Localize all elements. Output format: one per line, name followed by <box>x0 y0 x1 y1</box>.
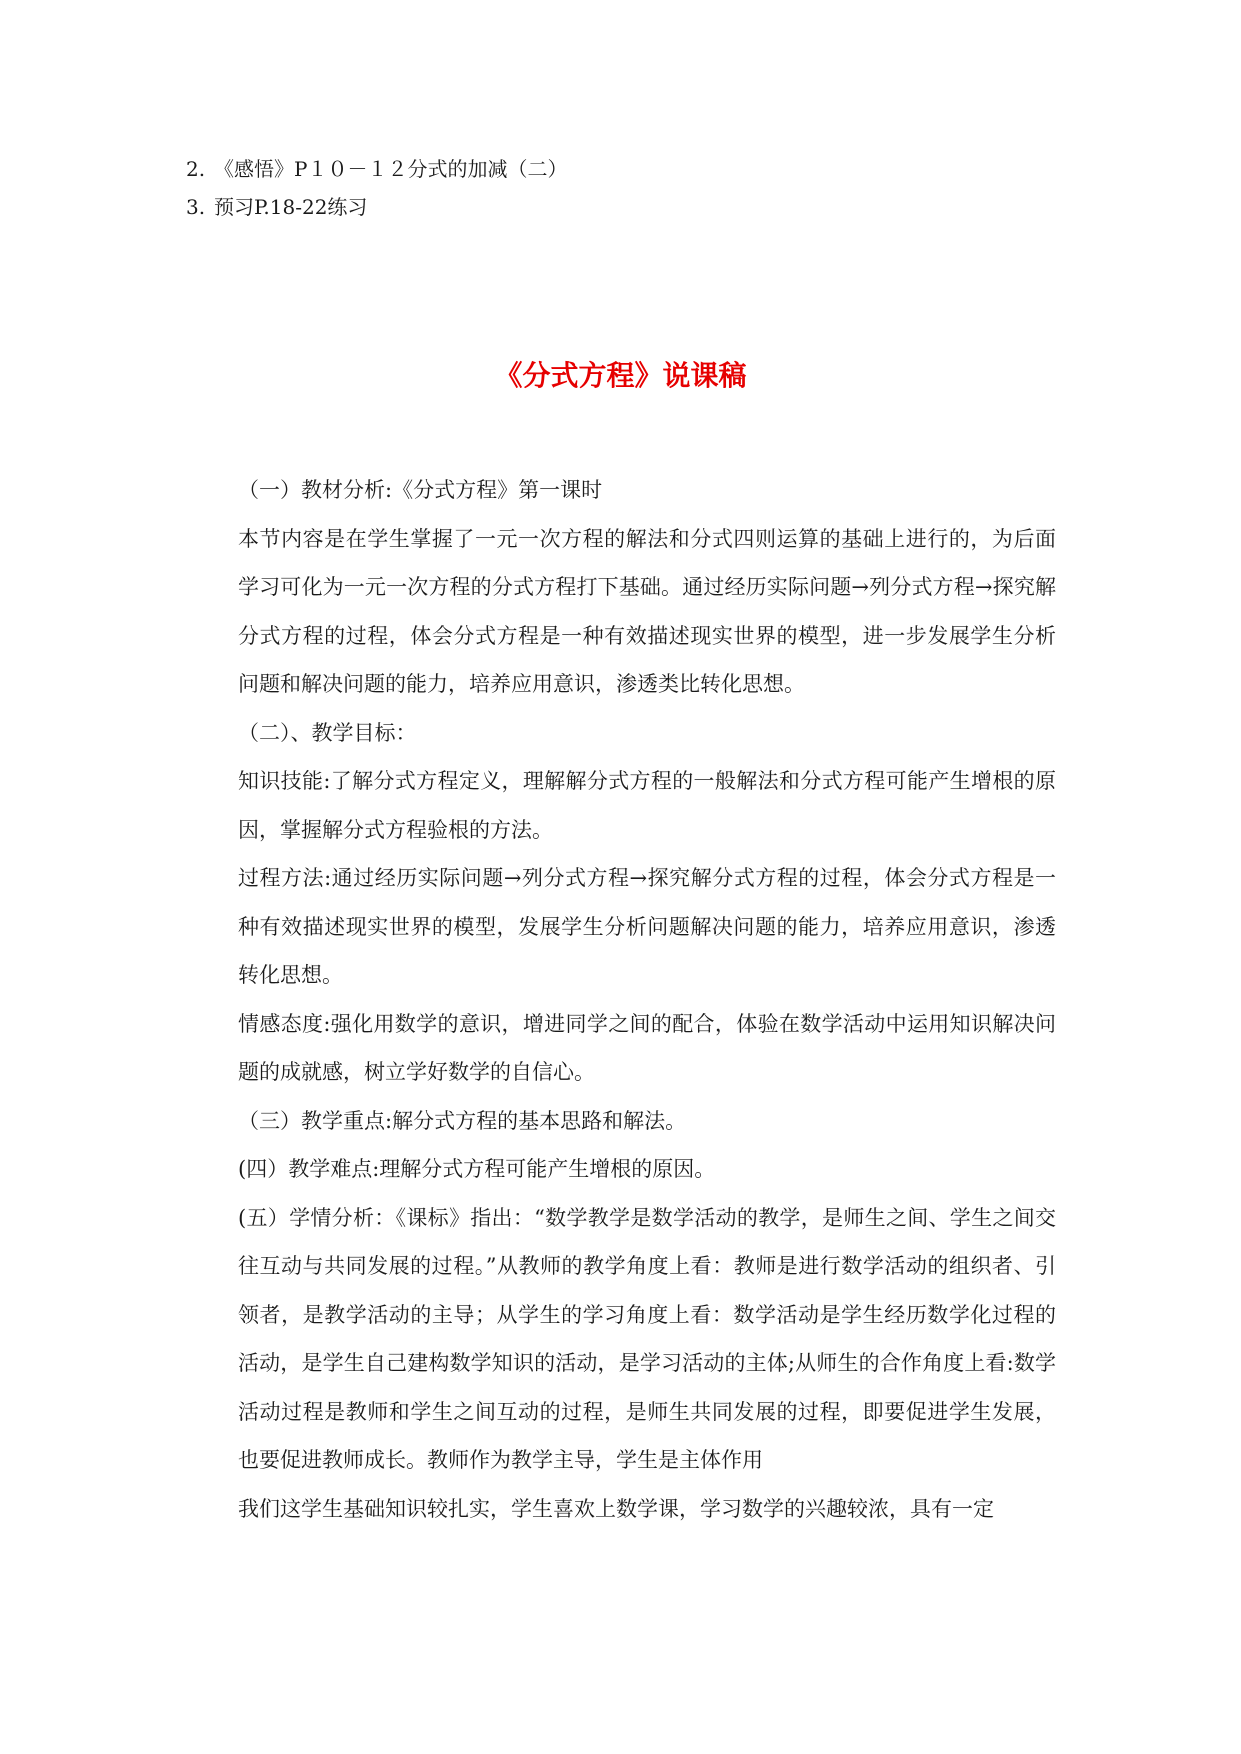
document-body <box>238 466 1056 1533</box>
document-title: 《分式方程》说课稿 <box>494 359 747 392</box>
homework-list <box>186 150 1086 226</box>
textbook-analysis-paragraph: 本节内容是在学生掌握了一元一次方程的解法和分式四则运算的基础上进行的，为后面学习可化为一元一次方程的分式方程打下基础。通过经历实际问题→列分式方程→探究解分式方程的过程，体会分式方程是一种有效描述现实世界的模型，进一步发展学生分析问题和解决问题的能力，培养应用意识，渗透类比转化思想。 <box>238 526 1056 696</box>
section-teaching-goals-heading: （二）、教学目标： <box>238 720 417 745</box>
homework-item-text: 预习P.18-22练习 <box>214 195 368 219</box>
goal-emotional-attitude: 情感态度:强化用数学的意识，增进同学之间的配合，体验在数学活动中运用知识解决问题的成就感，树立学好数学的自信心。 <box>238 1011 1056 1084</box>
homework-item-text: 《感悟》P１０－１２分式的加减（二） <box>214 157 568 181</box>
homework-item-number: 3. <box>186 195 206 219</box>
section-textbook-analysis-heading: （一）教材分析:《分式方程》第一课时 <box>238 478 603 502</box>
section-teaching-focus: （三）教学重点:解分式方程的基本思路和解法。 <box>238 1108 687 1133</box>
student-background-paragraph: 我们这学生基础知识较扎实，学生喜欢上数学课，学习数学的兴趣较浓，具有一定 <box>238 1496 994 1521</box>
section-teaching-difficulty: (四）教学难点:理解分式方程可能产生增根的原因。 <box>238 1157 716 1181</box>
homework-item-2 <box>186 150 1086 188</box>
goal-knowledge-skills: 知识技能:了解分式方程定义，理解解分式方程的一般解法和分式方程可能产生增根的原因，掌握解分式方程验根的方法。 <box>238 769 1056 842</box>
homework-item-3 <box>186 188 1086 226</box>
homework-item-number: 2. <box>186 157 206 181</box>
goal-process-methods: 过程方法:通过经历实际问题→列分式方程→探究解分式方程的过程，体会分式方程是一种有效描述现实世界的模型，发展学生分析问题解决问题的能力，培养应用意识，渗透转化思想。 <box>238 866 1056 987</box>
section-learner-analysis: (五）学情分析：《课标》指出：“数学教学是数学活动的教学，是师生之间、学生之间交往互动与共同发展的过程。”从教师的教学角度上看：教师是进行数学活动的组织者、引领者，是教学活动的主导；从学生的学习角度上看：数学活动是学生经历数学化过程的活动，是学生自己建构数学知识的活动，是学习活动的主体;从师生的合作角度上看:数学活动过程是教师和学生之间互动的过程，是师生共同发展的过程，即要促进学生发展，也要促进教师成长。教师作为教学主导，学生是主体作用 <box>238 1205 1056 1472</box>
